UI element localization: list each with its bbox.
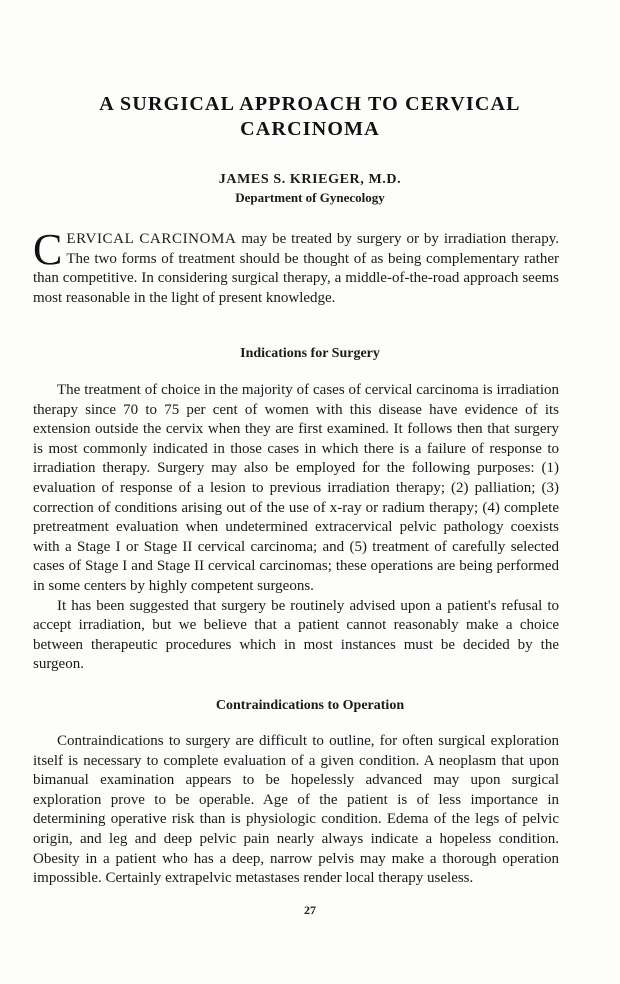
section-heading-indications: Indications for Surgery (240, 346, 380, 361)
section-heading-contraindications: Contraindications to Operation (215, 698, 405, 713)
page-number: 27 (304, 903, 316, 917)
section-indications-body (33, 381, 559, 675)
title-line-1: A SURGICAL APPROACH TO CERVICAL (99, 93, 521, 115)
intro-text (33, 225, 559, 308)
paragraph: It has been suggested that surgery be routinely advised upon a patient's refusal to accept irradiation, but we believe that a patient cannot reasonably make a choice between therapeutic procedures which in most instances must be decided by the surgeon. (33, 597, 559, 673)
intro-paragraph (33, 225, 559, 308)
intro-body: may be treated by surgery or by irradiation therapy. The two forms of treatment should be thought of as being complementary rather than competitive. In considering surgical therapy, a middle-of-the-road approach seems most reasonable in the light of present knowledge. (33, 231, 559, 306)
section-contraindications-body (33, 732, 559, 889)
paragraph: Contraindications to surgery are difficult to outline, for often surgical exploration itself is necessary to complete evaluation of a given condition. A neoplasm that upon bimanual examination appears to be hopelessly advanced may upon surgical exploration prove to be operable. Age of the patient is of less importance in determining operative risk than is physiologic condition. Edema of the legs of pelvic origin, and leg and deep pelvic pain nearly always indicate a hopeless condition. Obesity in a patient who has a deep, narrow pelvis may make a thorough operation impossible. Certainly extrapelvic metastases render local therapy useless. (33, 733, 559, 887)
author-name: JAMES S. KRIEGER, M.D. (218, 172, 402, 187)
paragraph: The treatment of choice in the majority of cases of cervical carcinoma is irradiation therapy since 70 to 75 per cent of women with this disease have evidence of its extension outside the cervix when they are first examined. It follows then that surgery is most commonly indicated in those cases in which there is a failure of response to irradiation therapy. Surgery may also be employed for the following purposes: (1) evaluation of response of a lesion to previous irradiation therapy; (2) palliation; (3) correction of conditions arising out of the use of x-ray or radium therapy; (4) complete pretreatment evaluation when undetermined extracervical pelvic pathology coexists with a Stage I or Stage II cervical carcinoma; and (5) treatment of carefully selected cases of Stage I and Stage II cervical carcinomas; these operations are being performed in some centers by highly competent surgeons. (33, 382, 559, 594)
title-line-2: CARCINOMA (240, 118, 380, 140)
drop-cap: C (33, 225, 63, 274)
article-title (0, 92, 620, 142)
author-department: Department of Gynecology (235, 190, 385, 205)
intro-lead: ERVICAL CARCINOMA (66, 231, 237, 247)
